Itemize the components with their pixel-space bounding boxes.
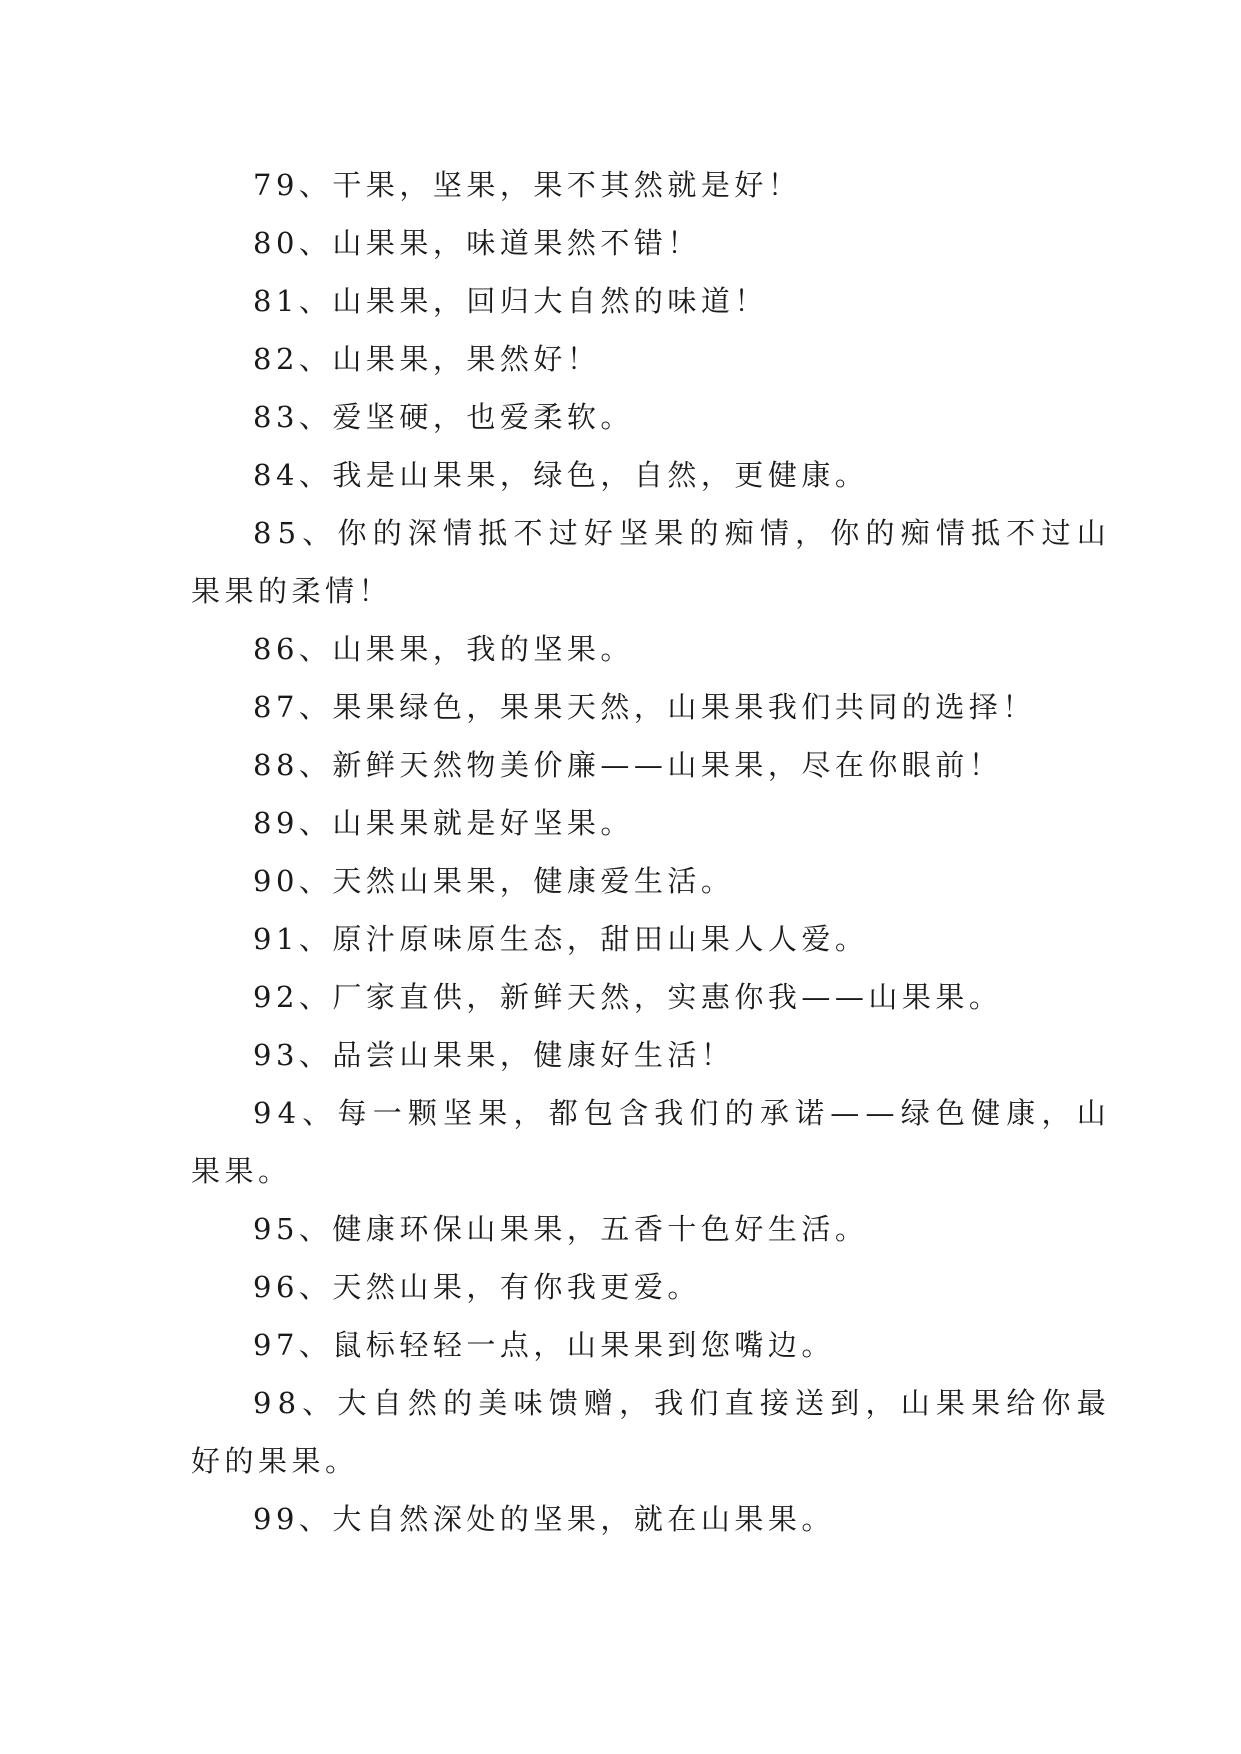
slogan-88: 88、新鲜天然物美价廉——山果果，尽在你眼前！ bbox=[253, 748, 1003, 782]
slogan-81: 81、山果果，回归大自然的味道！ bbox=[253, 284, 768, 318]
slogan-84: 84、我是山果果，绿色，自然，更健康。 bbox=[253, 458, 869, 492]
slogan-82: 82、山果果，果然好！ bbox=[253, 342, 601, 376]
slogan-96: 96、天然山果，有你我更爱。 bbox=[253, 1270, 701, 1304]
slogan-86: 86、山果果，我的坚果。 bbox=[253, 632, 634, 666]
slogan-79: 79、干果，坚果，果不其然就是好！ bbox=[253, 168, 802, 202]
slogan-89: 89、山果果就是好坚果。 bbox=[253, 806, 634, 840]
slogan-92: 92、厂家直供，新鲜天然，实惠你我——山果果。 bbox=[253, 980, 1003, 1014]
slogan-98: 98、大自然的美味馈赠，我们直接送到，山果果给你最 bbox=[253, 1386, 1112, 1420]
slogan-80: 80、山果果，味道果然不错！ bbox=[253, 226, 701, 260]
slogan-85: 85、你的深情抵不过好坚果的痴情，你的痴情抵不过山 bbox=[253, 516, 1112, 550]
slogan-93: 93、品尝山果果，健康好生活！ bbox=[253, 1038, 735, 1072]
slogan-91: 91、原汁原味原生态，甜田山果人人爱。 bbox=[253, 922, 869, 956]
slogan-83: 83、爱坚硬，也爱柔软。 bbox=[253, 400, 634, 434]
slogan-95: 95、健康环保山果果，五香十色好生活。 bbox=[253, 1212, 869, 1246]
slogan-99: 99、大自然深处的坚果，就在山果果。 bbox=[253, 1502, 835, 1536]
slogan-90: 90、天然山果果，健康爱生活。 bbox=[253, 864, 735, 898]
slogan-94-continued: 果果。 bbox=[191, 1154, 292, 1188]
slogan-85-continued: 果果的柔情！ bbox=[191, 574, 393, 608]
slogan-98-continued: 好的果果。 bbox=[191, 1444, 359, 1478]
slogan-94: 94、每一颗坚果，都包含我们的承诺——绿色健康，山 bbox=[253, 1096, 1112, 1130]
slogan-87: 87、果果绿色，果果天然，山果果我们共同的选择！ bbox=[253, 690, 1036, 724]
slogan-97: 97、鼠标轻轻一点，山果果到您嘴边。 bbox=[253, 1328, 835, 1362]
